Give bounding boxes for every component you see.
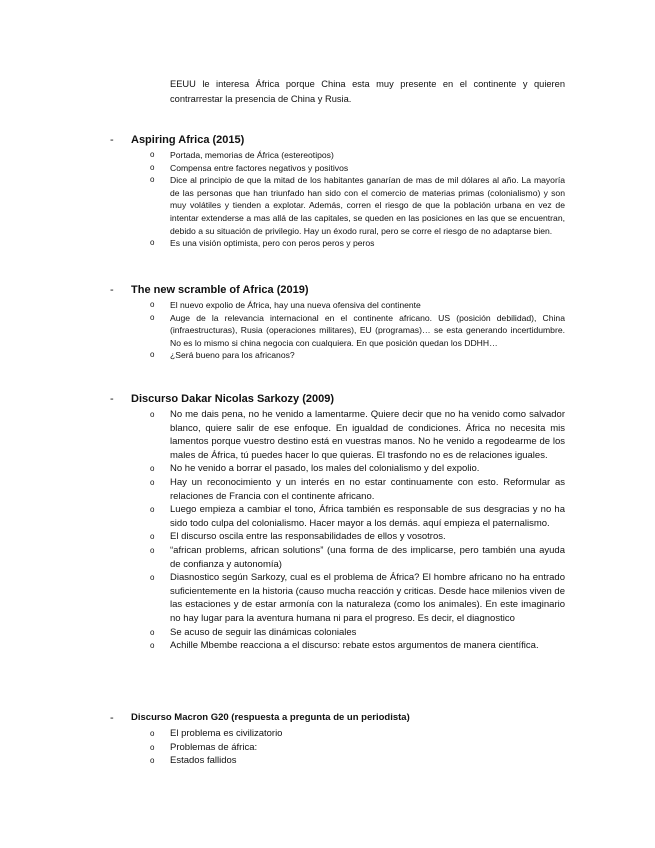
list-item — [150, 741, 565, 755]
circle-bullet: o — [150, 350, 155, 360]
list-item — [150, 237, 565, 250]
section-title: Discurso Dakar Nicolas Sarkozy (2009) — [131, 393, 334, 405]
section-title: Discurso Macron G20 (respuesta a pregunta de un periodista) — [131, 712, 410, 723]
list-item-text: Dice al principio de que la mitad de los habitantes ganarían de mas de mil dólares al año. La mayoría de las personas que han triunfado han sido con el comercio de materias primas (colonialismo) y son muy volátiles y tienden a explotar. Además, corren el riesgo de que la población urbana en vez de intentar extenderse a mas allá de las capitales, se queden en las posiciones en las que se encuentran, debido a su situación de privilegio. Hay un éxodo rural, pero se corre el riesgo de no adaptarse bien. — [170, 175, 565, 236]
section-heading — [0, 710, 600, 726]
list-item-text: Es una visión optimista, pero con peros peros y peros — [170, 238, 375, 249]
dash-bullet: - — [110, 134, 114, 146]
list-item — [150, 149, 565, 162]
circle-bullet: o — [150, 238, 155, 248]
circle-bullet: o — [150, 627, 155, 637]
list-item-text: Compensa entre factores negativos y positivos — [170, 162, 349, 173]
circle-bullet: o — [150, 464, 155, 474]
list-item-text: Achille Mbembe reacciona a el discurso: rebate estos argumentos de manera científica. — [170, 640, 539, 652]
list-item — [150, 476, 565, 503]
list-item-text: El nuevo expolio de África, hay una nueva ofensiva del continente — [170, 300, 421, 310]
list-item — [150, 639, 565, 653]
circle-bullet: o — [150, 573, 155, 583]
section-heading — [0, 282, 600, 298]
list-item-text: El discurso oscila entre las responsabilidades de ellos y vosotros. — [170, 531, 446, 543]
list-item-text: Diasnostico según Sarkozy, cual es el problema de África? El hombre africano no ha entrado suficientemente en la historia (causo mucha reacción y criticas. Desde hace milenios viven de las estaciones y de estar armonía con la naturaleza (como los animales). En este imaginario no hay lugar para la aventura humana ni para el progreso. Es decir, el diagnostico — [170, 572, 565, 624]
list-item-text: Se acuso de seguir las dinámicas coloniales — [170, 626, 357, 638]
circle-bullet: o — [150, 505, 155, 515]
list-item — [150, 162, 565, 175]
list-item — [150, 530, 565, 544]
item-list — [150, 299, 565, 362]
list-item-text: ¿Será bueno para los africanos? — [170, 350, 295, 361]
list-item — [150, 349, 565, 362]
circle-bullet: o — [150, 150, 155, 159]
list-item-text: Hay un reconocimiento y un interés en no estar continuamente con esto. Reformular as relaciones de Francia con el continente africano. — [170, 476, 565, 502]
circle-bullet: o — [150, 532, 155, 542]
circle-bullet: o — [150, 641, 155, 651]
list-item-text: No he venido a borrar el pasado, los males del colonialismo y del expolio. — [170, 463, 480, 475]
list-item — [150, 408, 565, 462]
circle-bullet: o — [150, 175, 155, 185]
list-item-text: Luego empieza a cambiar el tono, África también es responsable de sus desgracias y no ha sido todo culpa del colonialismo. Hacer mayor a los demás. aquí empieza el paternalismo. — [170, 504, 565, 529]
dash-bullet: - — [110, 712, 114, 724]
list-item — [150, 571, 565, 625]
list-item — [150, 312, 565, 350]
item-list — [150, 727, 565, 768]
list-item-text: Problemas de áfrica: — [170, 741, 258, 753]
dash-bullet: - — [110, 284, 114, 296]
list-item-text: El problema es civilizatorio — [170, 728, 283, 739]
section-title: The new scramble of Africa (2019) — [131, 284, 309, 296]
item-list — [150, 408, 565, 653]
list-item — [150, 626, 565, 640]
item-list — [150, 149, 565, 250]
list-item-text: “african problems, african solutions” (una forma de des implicarse, pero también una ayuda de confianza y autonomía) — [170, 544, 565, 570]
circle-bullet: o — [150, 312, 155, 322]
circle-bullet: o — [150, 729, 155, 738]
circle-bullet: o — [150, 756, 155, 766]
list-item-text: No me dais pena, no he venido a lamentarme. Quiere decir que no ha venido como salvador blanco, quiere salir de ese enfoque. En igualdad de condiciones. África no necesita mis lamentos porque vuestro destino está en vuestras manos. No he venido a regodearme de los males de África, tú puedes hacer lo que quieras. El trasfondo no es de relaciones iguales. — [170, 409, 565, 461]
circle-bullet: o — [150, 545, 155, 555]
list-item-text: Portada, memorias de África (estereotipos) — [170, 150, 334, 160]
list-item — [150, 299, 565, 312]
circle-bullet: o — [150, 742, 155, 752]
circle-bullet: o — [150, 162, 155, 172]
list-item — [150, 462, 565, 476]
list-item-text: Estados fallidos — [170, 755, 237, 767]
list-item-text: Auge de la relevancia internacional en el continente africano. US (posición debilidad), China (infraestructuras), Rusia (operaciones militares), EU (programas)… se esta generando incertidumbre. No es lo mismo si china negocia con cualquiera. En que posición quedan los DDHH… — [170, 312, 565, 348]
list-item — [150, 754, 565, 768]
section-heading — [0, 391, 600, 407]
intro-paragraph: EEUU le interesa África porque China esta muy presente en el continente y quieren contrarrestar la presencia de China y Rusia. — [170, 79, 565, 104]
list-item — [150, 174, 565, 237]
list-item — [150, 503, 565, 530]
dash-bullet: - — [110, 393, 114, 405]
circle-bullet: o — [150, 477, 155, 487]
list-item — [150, 544, 565, 571]
circle-bullet: o — [150, 410, 155, 419]
section-heading — [0, 132, 600, 148]
circle-bullet: o — [150, 300, 155, 309]
list-item — [150, 727, 565, 741]
section-title: Aspiring Africa (2015) — [131, 134, 245, 146]
